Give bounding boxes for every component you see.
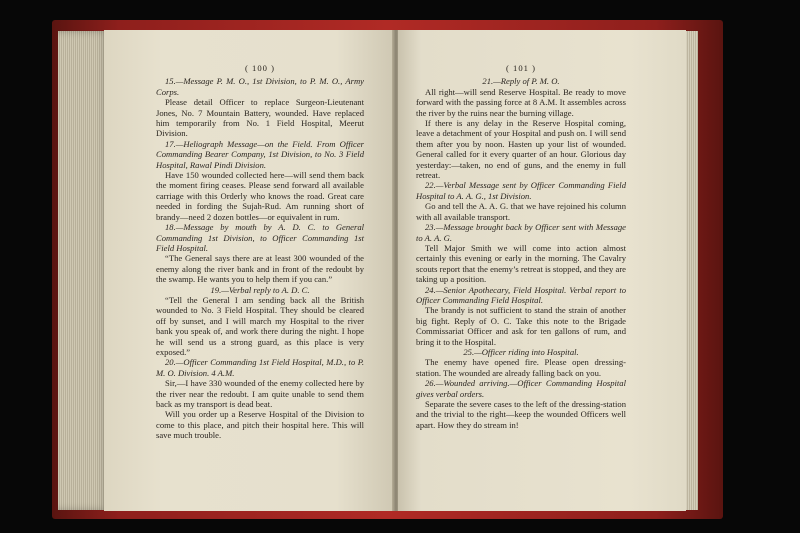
paragraph: The enemy have opened fire. Please open dressing-station. The wounded are already falling back on you. xyxy=(416,357,626,378)
paragraph: Sir,—I have 330 wounded of the enemy collected here by the river near the redoubt. I am quite unable to send them back as my transport is dead beat. xyxy=(156,378,364,409)
heading-22: 22.—Verbal Message sent by Officer Commanding Field Hospital to A. A. G., 1st Division. xyxy=(416,180,626,201)
paragraph: Will you order up a Reserve Hospital of the Division to come to this place, and pitch their hospital here. This will save much trouble. xyxy=(156,409,364,441)
page-edges-left xyxy=(58,31,110,510)
right-page-text xyxy=(416,63,626,430)
paragraph: Tell Major Smith we will come into action almost certainly this evening or early in the morning. The Cavalry scouts report that the enemy’s retreat is stopped, and they are taking up a position. xyxy=(416,242,626,285)
paragraph: If there is any delay in the Reserve Hospital coming, leave a detachment of your Hospital and push on. I will send them after you by noon. Hasten up your list of wounded. General called for it every quarter of an hour. Glorious day yesterday:—taken, no end of guns, and the enemy in full retreat. xyxy=(416,118,626,181)
heading-25: 25.—Officer riding into Hospital. xyxy=(463,346,579,357)
left-page-text xyxy=(156,63,364,441)
heading-26: 26.—Wounded arriving.—Officer Commanding Hospital gives verbal orders. xyxy=(416,378,626,399)
paragraph: All right—will send Reserve Hospital. Be ready to move forward with the passing force at 8 A.M. It assembles across the river by the ruins near the burning village. xyxy=(416,86,626,118)
heading-15: 15.—Message P. M. O., 1st Division, to P. M. O., Army Corps. xyxy=(156,76,364,97)
right-page-number: ( 101 ) xyxy=(506,63,536,73)
heading-23: 23.—Message brought back by Officer sent with Message to A. A. G. xyxy=(416,222,626,243)
paragraph: “Tell the General I am sending back all the British wounded to No. 3 Field Hospital. They should be cleared off by sunset, and I will march my Hospital to the river bank you speak of, and work there during the night. I hope he will send us a strong guard, as this place is very exposed.” xyxy=(156,294,364,357)
left-page-number: ( 100 ) xyxy=(245,63,275,73)
heading-19: 19.—Verbal reply to A. D. C. xyxy=(210,284,310,295)
left-page xyxy=(104,30,394,511)
heading-21: 21.—Reply of P. M. O. xyxy=(482,76,560,87)
heading-17: 17.—Heliograph Message—on the Field. From Officer Commanding Bearer Company, 1st Division, to No. 3 Field Hospital, Rawal Pindi Division. xyxy=(156,138,364,170)
paragraph: “The General says there are at least 300 wounded of the enemy along the river bank and in front of the redoubt by the swamp. He wants you to help them if you can.” xyxy=(156,253,364,285)
paragraph: Please detail Officer to replace Surgeon-Lieutenant Jones, No. 7 Mountain Battery, wounded. Have replaced him temporarily from No. 1 Field Hospital, Meerut Division. xyxy=(156,97,364,139)
paragraph: Go and tell the A. A. G. that we have rejoined his column with all available transport. xyxy=(416,201,626,222)
paragraph: The brandy is not sufficient to stand the strain of another big fight. Reply of O. C. Take this note to the Brigade Commissariat Officer and ask for ten gallons of rum, and bring it to the Hospital. xyxy=(416,305,626,347)
right-page xyxy=(398,30,686,511)
heading-20: 20.—Officer Commanding 1st Field Hospital, M.D., to P. M. O. Division. 4 A.M. xyxy=(156,357,364,378)
heading-24: 24.—Senior Apothecary, Field Hospital. Verbal report to Officer Commanding Field Hospital. xyxy=(416,284,626,305)
paragraph: Separate the severe cases to the left of the dressing-station and the trivial to the right—keep the wounded Officers well apart. How they do stream in! xyxy=(416,399,626,430)
paragraph: Have 150 wounded collected here—will send them back the moment firing ceases. Please send forward all available carriage with this Orderly who knows the road. Great care needed in fording the Sujah-Rud. Am running short of brandy—need 2 dozen bottles—or equivalent in rum. xyxy=(156,170,364,222)
heading-18: 18.—Message by mouth by A. D. C. to General Commanding 1st Division, to Officer Commanding 1st Field Hospital. xyxy=(156,222,364,253)
